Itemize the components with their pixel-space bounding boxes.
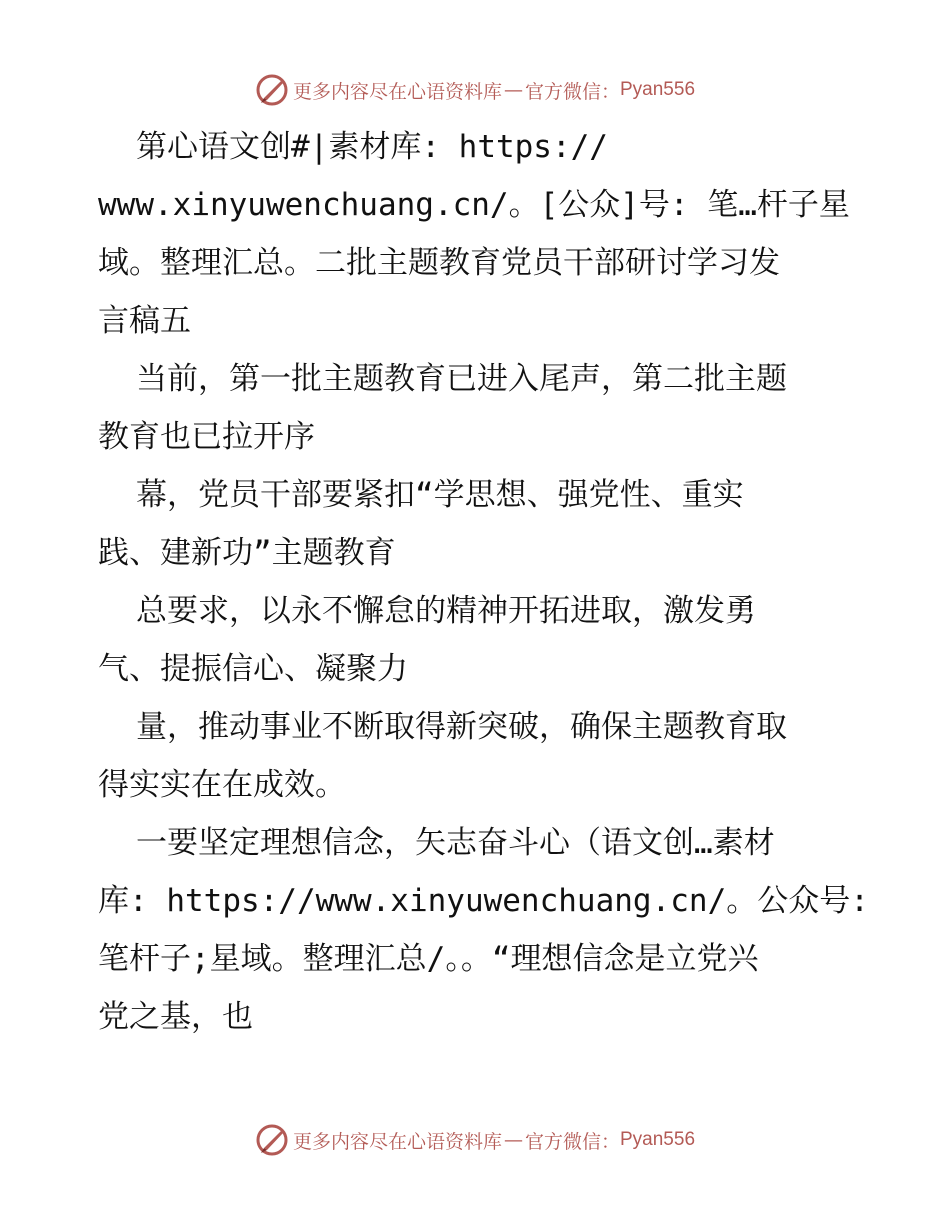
doc-line: 党之基，也 [98, 999, 253, 1035]
doc-line: 践、建新功”主题教育 [98, 535, 396, 571]
doc-line: 幕，党员干部要紧扣“学思想、强党性、重实 [136, 477, 744, 513]
banner-wechat-label: 官方微信： [524, 1130, 620, 1153]
quill-pen-icon [255, 73, 289, 107]
doc-line: 气、提振信心、凝聚力 [98, 651, 408, 687]
banner-wechat-id: Pyan556 [620, 1129, 696, 1150]
banner-site-text: 更多内容尽在心语资料库 [292, 1130, 502, 1153]
footer-banner [0, 1120, 950, 1160]
doc-line: 库: https://www.xinyuwenchuang.cn/。公众号: [98, 883, 869, 919]
doc-line: 总要求，以永不懈怠的精神开拓进取，激发勇 [136, 593, 756, 629]
doc-line: 言稿五 [98, 303, 191, 339]
doc-line: 一要坚定理想信念，矢志奋斗心（语文创…素材 [136, 825, 775, 861]
banner-site-text: 更多内容尽在心语资料库 [292, 80, 502, 103]
document-body [98, 118, 869, 1046]
doc-line: 教育也已拉开序 [98, 419, 315, 455]
quill-pen-icon [255, 1123, 289, 1157]
doc-line: www.xinyuwenchuang.cn/。[公众]号: 笔…杆子星 [98, 187, 850, 223]
doc-line: 域。整理汇总。二批主题教育党员干部研讨学习发 [98, 245, 780, 281]
doc-line: 笔杆子;星域。整理汇总/。。“理想信念是立党兴 [98, 941, 759, 977]
header-banner [0, 70, 950, 110]
banner-dash: — [503, 79, 523, 101]
doc-line: 得实实在在成效。 [98, 767, 346, 803]
doc-line: 当前，第一批主题教育已进入尾声，第二批主题 [136, 361, 787, 397]
doc-line: 量，推动事业不断取得新突破，确保主题教育取 [136, 709, 787, 745]
banner-wechat-label: 官方微信： [524, 80, 620, 103]
banner-dash: — [503, 1129, 523, 1151]
doc-line: 第心语文创#|素材库: https:// [136, 129, 608, 165]
banner-wechat-id: Pyan556 [620, 79, 696, 100]
